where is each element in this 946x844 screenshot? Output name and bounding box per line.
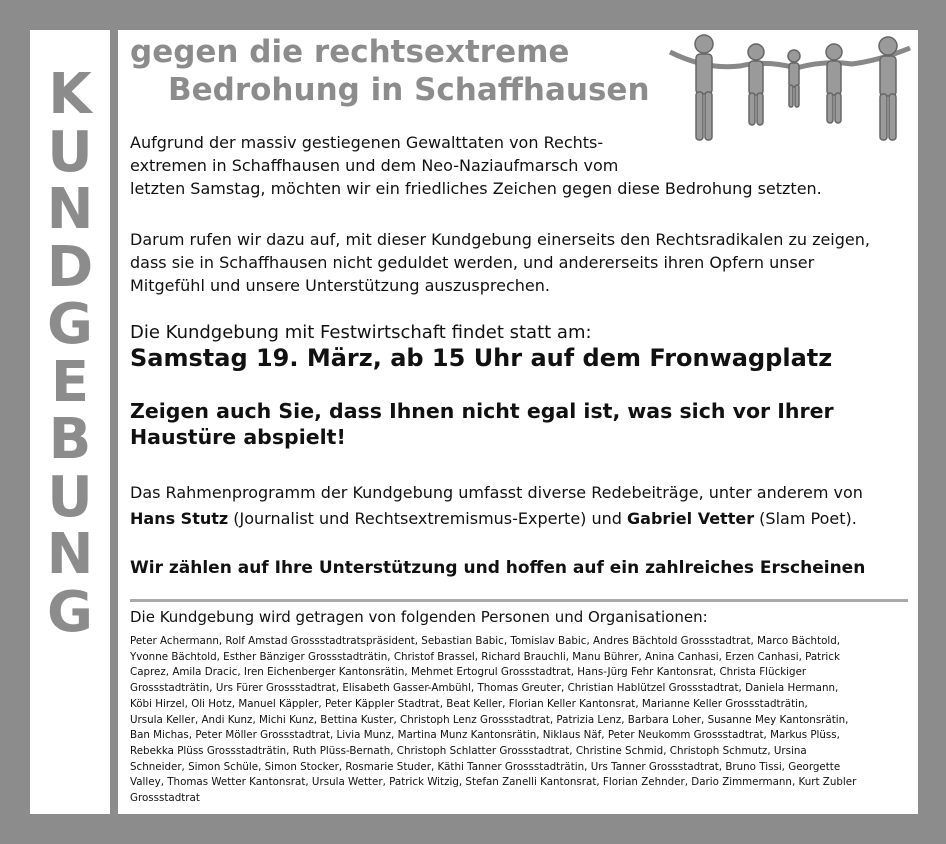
speaker-role: (Slam Poet).: [754, 509, 857, 528]
vertical-letter: N: [46, 522, 94, 587]
text-line: Aufgrund der massiv gestiegenen Gewalttaten von Rechts-: [130, 133, 604, 152]
program-paragraph: [130, 480, 863, 532]
call-to-action: [130, 398, 834, 450]
supporters-line: Rebekka Plüss Grossstadträtin, Ruth Plüss-Bernath, Christoph Schlatter Grossstadtrat, Christine Schmid, Christoph Schmutz, Ursina: [130, 744, 807, 757]
event-intro: Die Kundgebung mit Festwirtschaft findet statt am:: [130, 322, 592, 343]
vertical-letter: D: [46, 234, 94, 300]
vertical-title-strip: [30, 30, 110, 814]
text-line: Zeigen auch Sie, dass Ihnen nicht egal ist, was sich vor Ihrer: [130, 399, 834, 423]
supporters-line: Grossstadtrat: [130, 792, 200, 805]
supporters-line: Schneider, Simon Schüle, Simon Stocker, Rosmarie Studer, Käthi Tanner Grossstadträtin, Urs Tanner Grossstadtrat, Bruno Tissi, Georgette: [130, 760, 841, 773]
text-line: Haustüre abspielt!: [130, 425, 346, 449]
heading-line-2: Bedrohung in Schaffhausen: [168, 72, 650, 108]
text-line: extremen in Schaffhausen und dem Neo-Naziaufmarsch vom: [130, 156, 619, 175]
vertical-letter: G: [47, 579, 93, 645]
speaker-role: (Journalist und Rechtsextremismus-Experte) und: [228, 509, 628, 528]
text-line: Darum rufen wir dazu auf, mit dieser Kundgebung einerseits den Rechtsradikalen zu zeigen,: [130, 230, 870, 249]
supporters-line: Ursula Keller, Andi Kunz, Michi Kunz, Bettina Kuster, Christoph Lenz Grossstadtrat, Patrizia Lenz, Barbara Loher, Susanne Mey Kantonsrätin,: [130, 713, 849, 726]
supporters-line: Peter Achermann, Rolf Amstad Grossstadtratspräsident, Sebastian Babic, Tomislav Babic, Andres Bächtold Grossstadtrat, Marco Bächtold,: [130, 635, 841, 647]
supporters-line: Grossstadträtin, Urs Fürer Grossstadtrat, Elisabeth Gasser-Ambühl, Thomas Greuter, Christian Hablützel Grossstadtrat, Daniela Hermann,: [130, 682, 839, 695]
supporters-line: Ban Michas, Peter Möller Grossstadtrat, Livia Munz, Martina Munz Kantonsrätin, Niklaus Näf, Peter Neukomm Grossstadtrat, Markus Plüss,: [130, 729, 840, 742]
vertical-letter: B: [48, 407, 92, 472]
text-line: dass sie in Schaffhausen nicht geduldet werden, und andererseits ihren Opfern unser: [130, 253, 815, 272]
intro-paragraph: [130, 131, 822, 200]
text-line: Das Rahmenprogramm der Kundgebung umfasst diverse Redebeiträge, unter anderem von: [130, 483, 863, 502]
vertical-letter: U: [47, 119, 93, 185]
supporters-line: Köbi Hirzel, Oli Hotz, Manuel Käppler, Peter Käppler Stadtrat, Beat Keller, Florian Keller Kantonsrat, Marianne Keller Grossstadträtin,: [130, 697, 808, 710]
supporters-list: [130, 634, 906, 807]
thanks-line: Wir zählen auf Ihre Unterstützung und hoffen auf ein zahlreiches Erscheinen: [130, 558, 866, 578]
speaker-name: Hans Stutz: [130, 509, 229, 528]
divider: [130, 599, 908, 602]
supporters-line: Caprez, Amila Dracic, Iren Eichenberger Kantonsrätin, Mehmet Ertogrul Grossstadtrat, Hans-Jürg Fehr Kantonsrat, Christa Flückiger: [130, 666, 807, 679]
supporters-line: Yvonne Bächtold, Esther Bänziger Grossstadträtin, Christof Brassel, Richard Brauchli, Manu Bührer, Anina Canhasi, Erzen Canhasi, Patrick: [130, 650, 840, 663]
vertical-title: [30, 62, 110, 645]
supporters-line: Valley, Thomas Wetter Kantonsrat, Ursula Wetter, Patrick Witzig, Stefan Zanelli Kantonsrat, Florian Zehnder, Dario Zimmermann, Kurt Zubler: [130, 776, 857, 789]
text-line: Mitgefühl und unsere Unterstützung auszusprechen.: [130, 276, 550, 295]
vertical-letter: E: [50, 349, 90, 415]
appeal-paragraph: [130, 228, 870, 297]
vertical-letter: G: [47, 292, 93, 357]
vertical-letter: N: [46, 177, 94, 242]
speakers-line: [130, 506, 863, 532]
supporters-heading: Die Kundgebung wird getragen von folgenden Personen und Organisationen:: [130, 608, 708, 626]
event-date: Samstag 19. März, ab 15 Uhr auf dem Fronwagplatz: [130, 344, 833, 372]
heading-line-1: gegen die rechtsextreme: [130, 34, 570, 70]
flyer-panel: [118, 30, 918, 814]
text-line: letzten Samstag, möchten wir ein friedliches Zeichen gegen diese Bedrohung setzten.: [130, 179, 822, 198]
vertical-letter: K: [48, 62, 92, 127]
vertical-letter: U: [47, 464, 93, 530]
speaker-name: Gabriel Vetter: [627, 509, 755, 528]
